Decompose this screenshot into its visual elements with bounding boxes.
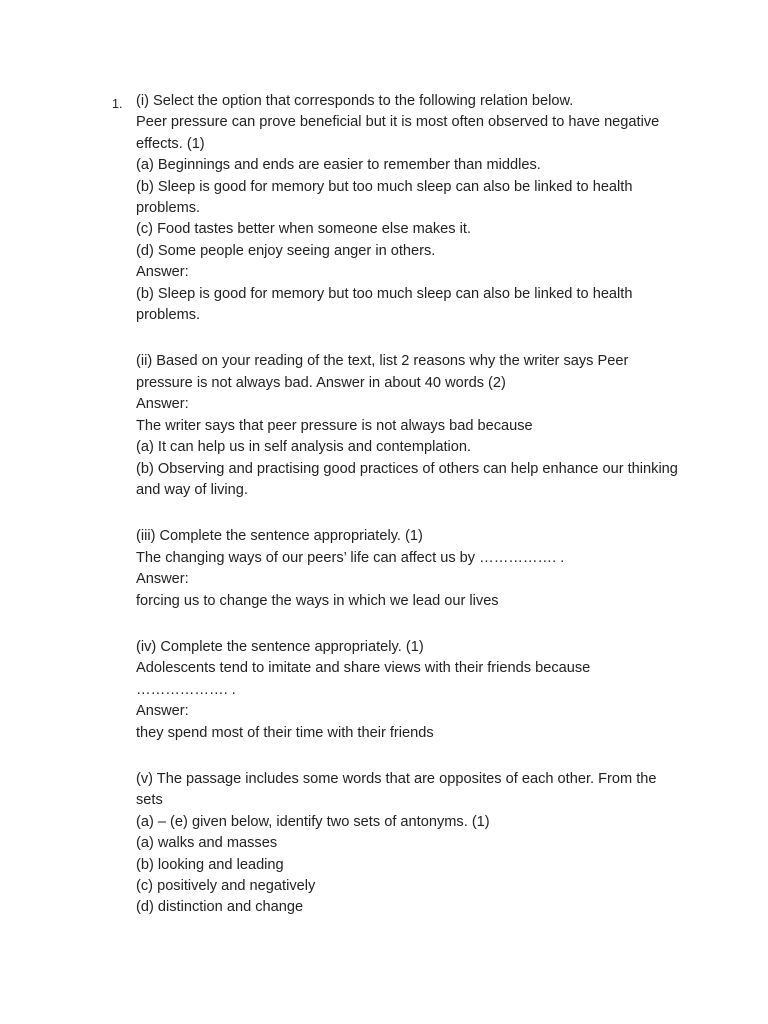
part-iii-sentence: The changing ways of our peers’ life can affect us by ……………. . — [136, 549, 565, 566]
question-content — [136, 91, 682, 919]
part-ii-reason-b: (b) Observing and practising good practices of others can help enhance our thinking and way of living. — [136, 460, 678, 498]
part-v-prompt: (v) The passage includes some words that are opposites of each other. From the sets — [136, 770, 657, 809]
part-v-option-a: (a) walks and masses — [136, 835, 278, 852]
part-i-answer: (b) Sleep is good for memory but too much sleep can also be linked to health problems. — [136, 285, 633, 324]
part-iv — [136, 637, 682, 744]
part-i — [136, 91, 682, 326]
part-v-option-d: (d) distinction and change — [136, 899, 304, 916]
part-i-option-b: (b) Sleep is good for memory but too much sleep can also be linked to health problems. — [136, 178, 633, 217]
question-number: 1. — [112, 97, 123, 111]
part-v — [136, 769, 682, 919]
part-iv-answer: they spend most of their time with their friends — [136, 724, 434, 741]
part-iii — [136, 526, 682, 612]
part-i-option-d: (d) Some people enjoy seeing anger in others. — [136, 242, 436, 259]
part-i-answer-label: Answer: — [136, 264, 189, 281]
part-ii-reason-a: (a) It can help us in self analysis and contemplation. — [136, 439, 472, 456]
part-i-prompt: (i) Select the option that corresponds to the following relation below. — [136, 93, 574, 109]
part-iii-answer-label: Answer: — [136, 571, 189, 588]
part-v-instruction: (a) – (e) given below, identify two sets of antonyms. (1) — [136, 813, 490, 830]
part-iv-sentence: Adolescents tend to imitate and share views with their friends because ………………. . — [136, 660, 591, 698]
part-ii — [136, 351, 682, 501]
part-iii-answer: forcing us to change the ways in which we lead our lives — [136, 592, 499, 609]
part-i-statement: Peer pressure can prove beneficial but it is most often observed to have negative effects. (1) — [136, 114, 660, 152]
part-v-option-b: (b) looking and leading — [136, 856, 284, 873]
part-iv-prompt: (iv) Complete the sentence appropriately. (1) — [136, 638, 424, 655]
part-i-option-a: (a) Beginnings and ends are easier to remember than middles. — [136, 157, 541, 174]
part-ii-answer-intro: The writer says that peer pressure is not always bad because — [136, 417, 533, 434]
part-ii-answer-label: Answer: — [136, 396, 189, 413]
part-i-option-c: (c) Food tastes better when someone else makes it. — [136, 221, 472, 238]
part-iv-answer-label: Answer: — [136, 703, 189, 720]
part-ii-prompt: (ii) Based on your reading of the text, list 2 reasons why the writer says Peer pressure is not always bad. Answer in about 40 words (2) — [136, 353, 629, 391]
part-iii-prompt: (iii) Complete the sentence appropriately. (1) — [136, 528, 423, 545]
part-v-option-c: (c) positively and negatively — [136, 878, 316, 894]
